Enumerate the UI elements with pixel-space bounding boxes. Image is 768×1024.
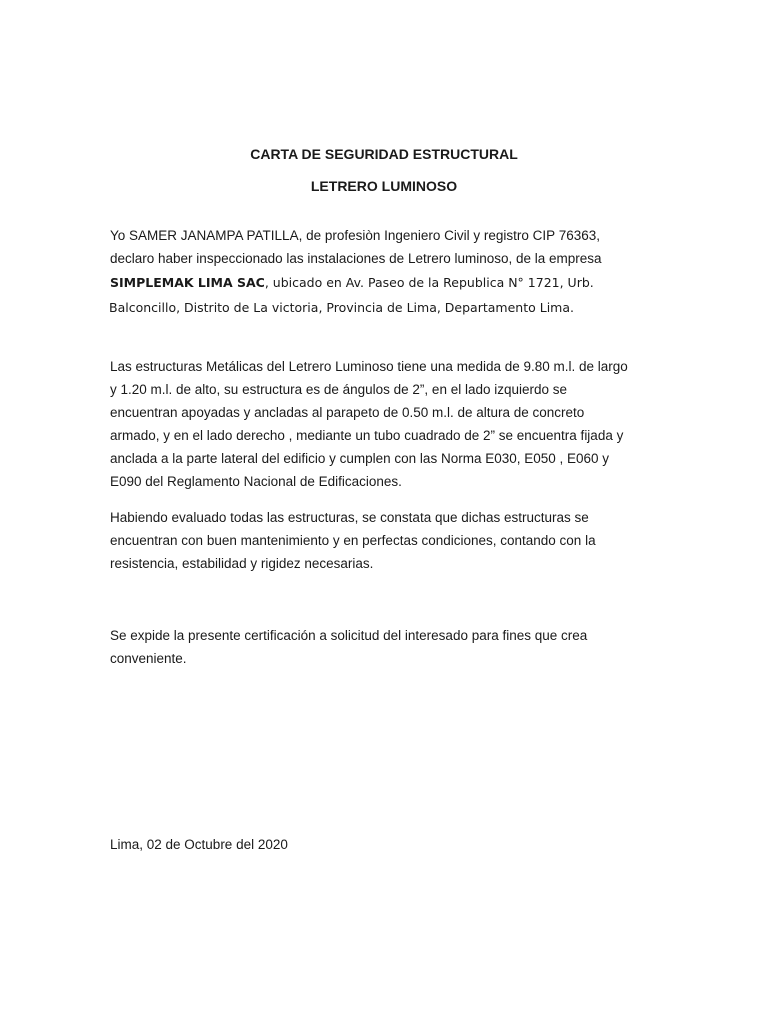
document-subtitle: LETRERO LUMINOSO	[310, 178, 458, 194]
paragraph4-line1: Se expide la presente certificación a solicitud del interesado para fines que crea	[110, 628, 588, 643]
paragraph1-line3	[110, 275, 594, 290]
company-name: SIMPLEMAK LIMA SAC	[110, 275, 265, 290]
place-date: Lima, 02 de Octubre del 2020	[110, 837, 288, 852]
company-address: , ubicado en Av. Paseo de la Republica N° 1721, Urb.	[264, 275, 594, 290]
paragraph1-line2: declaro haber inspeccionado las instalaciones de Letrero luminoso, de la empresa	[110, 251, 602, 266]
document-title: CARTA DE SEGURIDAD ESTRUCTURAL	[250, 146, 518, 162]
paragraph2-line4: armado, y en el lado derecho , mediante un tubo cuadrado de 2” se encuentra fijada y	[110, 428, 624, 443]
paragraph1-line1: Yo SAMER JANAMPA PATILLA, de profesiòn Ingeniero Civil y registro CIP 76363,	[110, 228, 600, 243]
paragraph2-line6: E090 del Reglamento Nacional de Edificaciones.	[110, 474, 402, 489]
paragraph4-line2: conveniente.	[110, 651, 187, 666]
paragraph3-line1: Habiendo evaluado todas las estructuras, se constata que dichas estructuras se	[110, 510, 589, 525]
paragraph2-line5: anclada a la parte lateral del edificio y cumplen con las Norma E030, E050 , E060 y	[110, 451, 610, 466]
paragraph2-line3: encuentran apoyadas y ancladas al parapeto de 0.50 m.l. de altura de concreto	[110, 405, 585, 420]
paragraph3-line2: encuentran con buen mantenimiento y en perfectas condiciones, contando con la	[110, 533, 596, 548]
paragraph1-line4: Balconcillo, Distrito de La victoria, Provincia de Lima, Departamento Lima.	[109, 300, 574, 315]
paragraph3-line3: resistencia, estabilidad y rigidez necesarias.	[110, 556, 374, 571]
paragraph2-line1: Las estructuras Metálicas del Letrero Luminoso tiene una medida de 9.80 m.l. de largo	[110, 359, 628, 374]
paragraph2-line2: y 1.20 m.l. de alto, su estructura es de ángulos de 2”, en el lado izquierdo se	[110, 382, 568, 397]
